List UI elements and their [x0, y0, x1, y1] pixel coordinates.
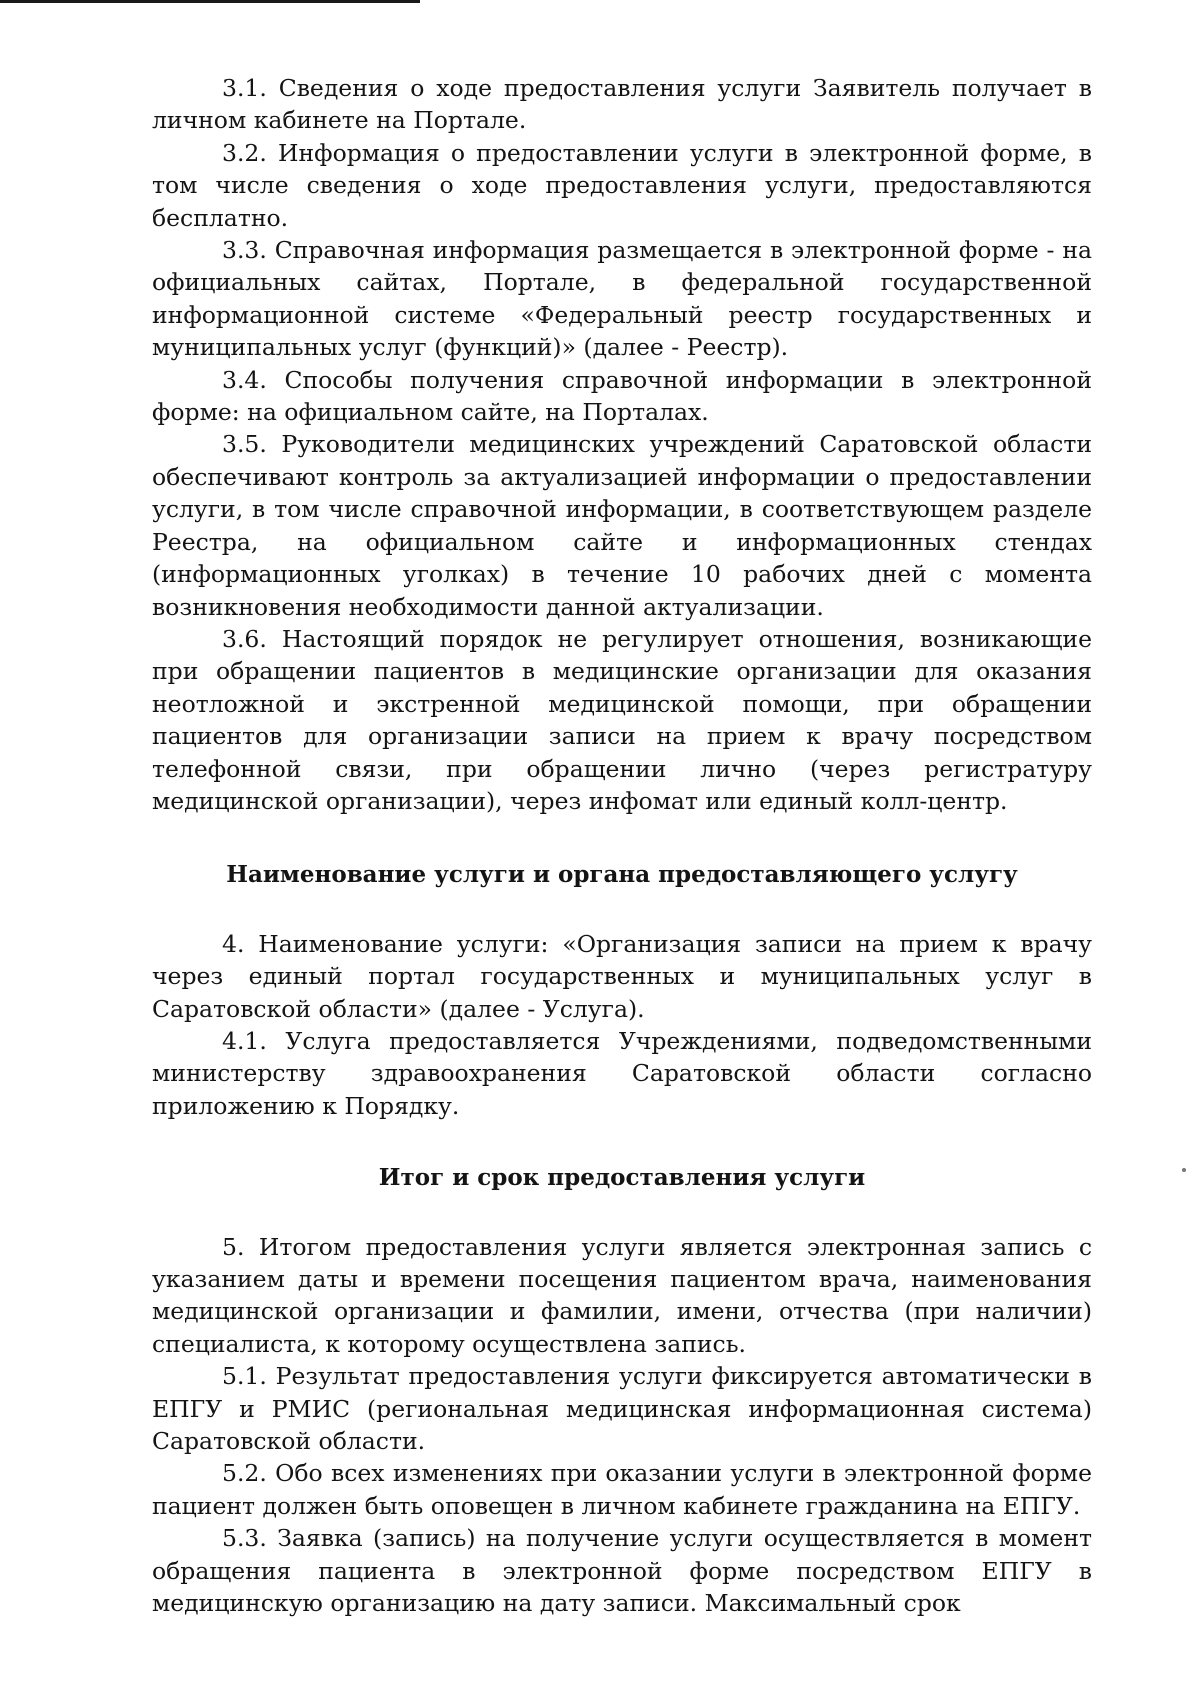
paragraph-3-2: 3.2. Информация о предоставлении услуги в электронной форме, в том числе сведения о ходе предоставления услуги, предоставляются бесплатно.	[152, 138, 1092, 232]
paragraph-3-6: 3.6. Настоящий порядок не регулирует отношения, возникающие при обращении пациентов в медицинские организации для оказания неотложной и экстренной медицинской помощи, при обращении пациентов для организации записи на прием к врачу посредством телефонной связи, при обращении лично (через регистратуру медицинской организации), через инфомат или единый колл-центр.	[152, 624, 1092, 815]
section-heading-result-term: Итог и срок предоставления услуги	[378, 1164, 866, 1192]
paragraph-5: 5. Итогом предоставления услуги является электронная запись с указанием даты и времени посещения пациентом врача, наименования медицинской организации и фамилии, имени, отчества (при наличии) специалиста, к которому осуществлена запись.	[152, 1232, 1092, 1358]
paragraph-3-4: 3.4. Способы получения справочной информации в электронной форме: на официальном сайте, на Порталах.	[152, 365, 1092, 427]
paragraph-5-1: 5.1. Результат предоставления услуги фиксируется автоматически в ЕПГУ и РМИС (региональная медицинская информационная система) Саратовской области.	[152, 1362, 1092, 1456]
section-heading-service-name: Наименование услуги и органа предоставляющего услугу	[226, 861, 1018, 889]
paragraph-5-2: 5.2. Обо всех изменениях при оказании услуги в электронной форме пациент должен быть оповещен в личном кабинете гражданина на ЕПГУ.	[152, 1459, 1092, 1520]
paragraph-4-1: 4.1. Услуга предоставляется Учреждениями, подведомственными министерству здравоохранения Саратовской области согласно приложению к Порядку.	[152, 1026, 1092, 1120]
scan-edge-line	[0, 0, 420, 3]
paragraph-3-5: 3.5. Руководители медицинских учреждений Саратовской области обеспечивают контроль за актуализацией информации о предоставлении услуги, в том числе справочной информации, в соответствующем разделе Реестра, на официальном сайте и информационных стендах (информационных уголках) в течение 10 рабочих дней с момента возникновения необходимости данной актуализации.	[152, 430, 1092, 621]
scan-dot-mark	[1182, 1168, 1186, 1172]
paragraph-3-1: 3.1. Сведения о ходе предоставления услуги Заявитель получает в личном кабинете на Портале.	[152, 74, 1092, 135]
paragraph-3-3: 3.3. Справочная информация размещается в электронной форме - на официальных сайтах, Портале, в федеральной государственной информационной системе «Федеральный реестр государственных и муниципальных услуг (функций)» (далее - Реестр).	[152, 236, 1092, 362]
paragraph-4: 4. Наименование услуги: «Организация записи на прием к врачу через единый портал государственных и муниципальных услуг в Саратовской области» (далее - Услуга).	[152, 929, 1092, 1023]
paragraph-5-3: 5.3. Заявка (запись) на получение услуги осуществляется в момент обращения пациента в электронной форме посредством ЕПГУ в медицинскую организацию на дату записи. Максимальный срок	[152, 1524, 1092, 1618]
document-page	[152, 72, 1092, 1619]
